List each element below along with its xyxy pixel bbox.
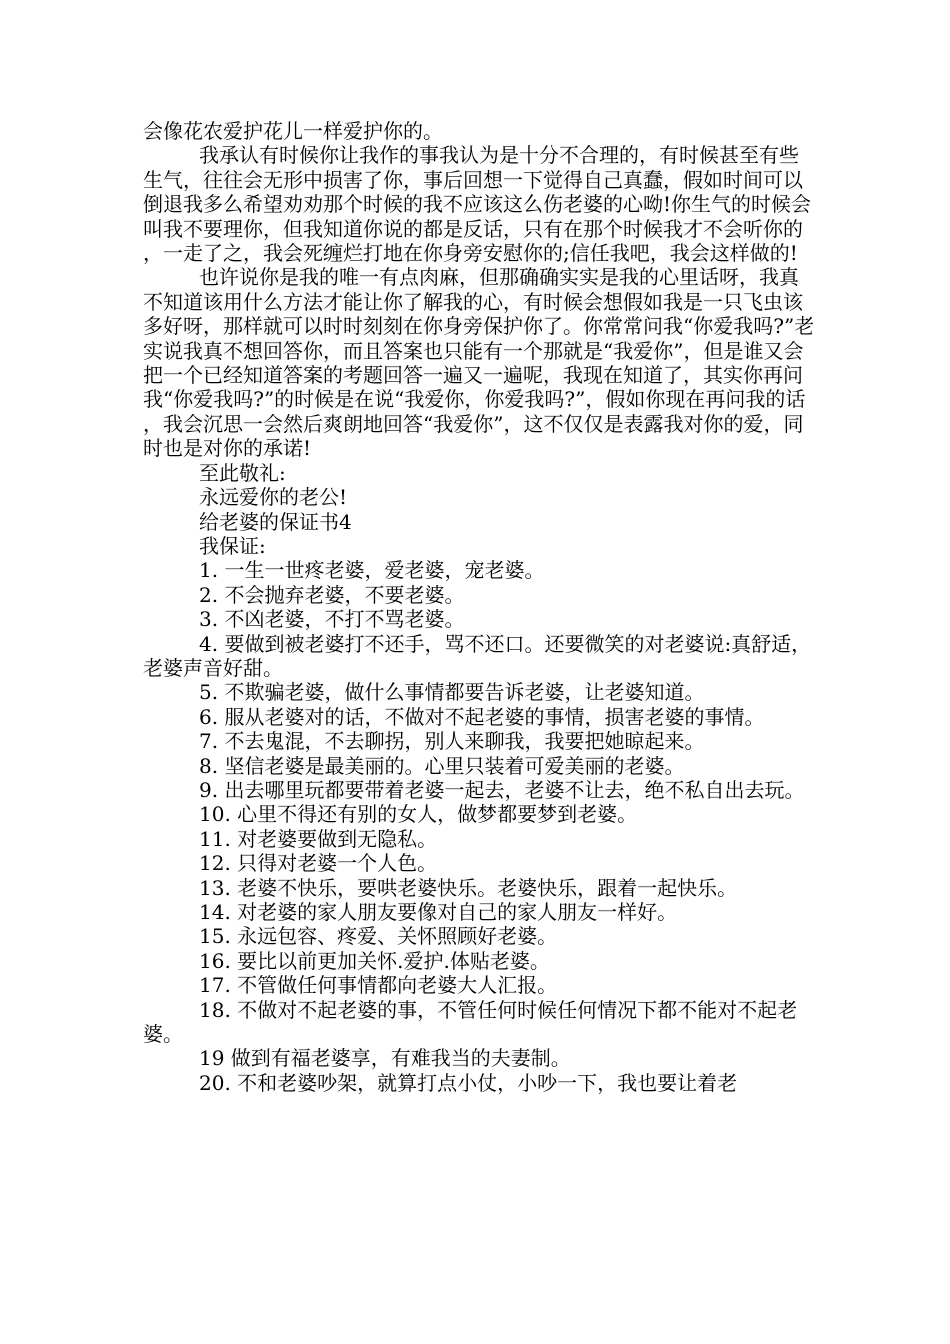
paragraph-apology: 我承认有时候你让我作的事我认为是十分不合理的，有时候甚至有些生气，往往会无形中损害了你，事后回想一下觉得自己真蠢，假如时间可以倒退我多么希望劝劝那个时候的我不应该这么伤老婆的心呦!你生气的时候会叫我不要理你，但我知道你说的都是反话，只有在那个时候我才不会听你的，一走了之，我会死缠烂打地在你身旁安慰你的;信任我吧，我会这样做的! bbox=[143, 143, 812, 266]
paragraph-continuation: 会像花农爱护花儿一样爱护你的。 bbox=[143, 119, 443, 143]
pledge-item-16: 16. 要比以前更加关怀.爱护.体贴老婆。 bbox=[199, 948, 550, 973]
signature-line: 永远爱你的老公! bbox=[199, 485, 348, 510]
pledge-item-15: 15. 永远包容、疼爱、关怀照顾好老婆。 bbox=[199, 924, 558, 949]
pledge-item-8: 8. 坚信老婆是最美丽的。心里只装着可爱美丽的老婆。 bbox=[199, 753, 685, 778]
pledge-item-18: 18. 不做对不起老婆的事，不管任何时候任何情况下都不能对不起老婆。 bbox=[143, 997, 798, 1047]
pledge-item-5: 5. 不欺骗老婆，做什么事情都要告诉老婆，让老婆知道。 bbox=[199, 680, 705, 705]
pledge-item-14: 14. 对老婆的家人朋友要像对自己的家人朋友一样好。 bbox=[199, 900, 678, 924]
paragraph-only-one: 也许说你是我的唯一有点肉麻，但那确确实实是我的心里话呀，我真不知道该用什么方法才能让你了解我的心，有时候会想假如我是一只飞虫该多好呀，那样就可以时时刻刻在你身旁保护你了。你常常问我“你爱我吗?”老实说我真不想回答你，而且答案也只能有一个那就是“我爱你”，但是谁又会把一个已经知道答案的考题回答一遍又一遍呢，我现在知道了，其实你再问我“你爱我吗?”的时候是在说“我爱你，你爱我吗?”，假如你现在再问我的话，我会沉思一会然后爽朗地回答“我爱你”，这不仅仅是表露我对你的爱，同时也是对你的承诺! bbox=[143, 265, 815, 461]
pledge-item-12: 12. 只得对老婆一个人色。 bbox=[199, 851, 438, 876]
pledge-item-6: 6. 服从老婆对的话，不做对不起老婆的事情，损害老婆的事情。 bbox=[199, 704, 765, 729]
document-body bbox=[143, 119, 815, 1095]
pledge-item-10: 10. 心里不得还有别的女人，做梦都要梦到老婆。 bbox=[199, 802, 638, 827]
pledge-item-19: 19 做到有福老婆享，有难我当的夫妻制。 bbox=[199, 1046, 571, 1071]
pledge-item-13: 13. 老婆不快乐，要哄老婆快乐。老婆快乐，跟着一起快乐。 bbox=[199, 875, 738, 900]
closing-salutation: 至此敬礼: bbox=[199, 460, 286, 485]
pledge-intro: 我保证: bbox=[199, 533, 266, 558]
section-heading: 给老婆的保证书4 bbox=[199, 509, 352, 534]
pledge-item-2: 2. 不会抛弃老婆，不要老婆。 bbox=[199, 582, 465, 607]
pledge-item-4: 4. 要做到被老婆打不还手，骂不还口。还要微笑的对老婆说:真舒适，老婆声音好甜。 bbox=[143, 631, 812, 680]
pledge-item-20: 20. 不和老婆吵架，就算打点小仗，小吵一下，我也要让着老 bbox=[199, 1070, 738, 1095]
pledge-item-3: 3. 不凶老婆，不打不骂老婆。 bbox=[199, 607, 465, 632]
pledge-item-9: 9. 出去哪里玩都要带着老婆一起去，老婆不让去，绝不私自出去玩。 bbox=[199, 777, 805, 802]
pledge-item-7: 7. 不去鬼混，不去聊拐，别人来聊我，我要把她晾起来。 bbox=[199, 729, 705, 754]
pledge-item-17: 17. 不管做任何事情都向老婆大人汇报。 bbox=[199, 973, 558, 998]
pledge-item-1: 1. 一生一世疼老婆，爱老婆，宠老婆。 bbox=[199, 558, 545, 583]
pledge-item-11: 11. 对老婆要做到无隐私。 bbox=[199, 826, 438, 851]
